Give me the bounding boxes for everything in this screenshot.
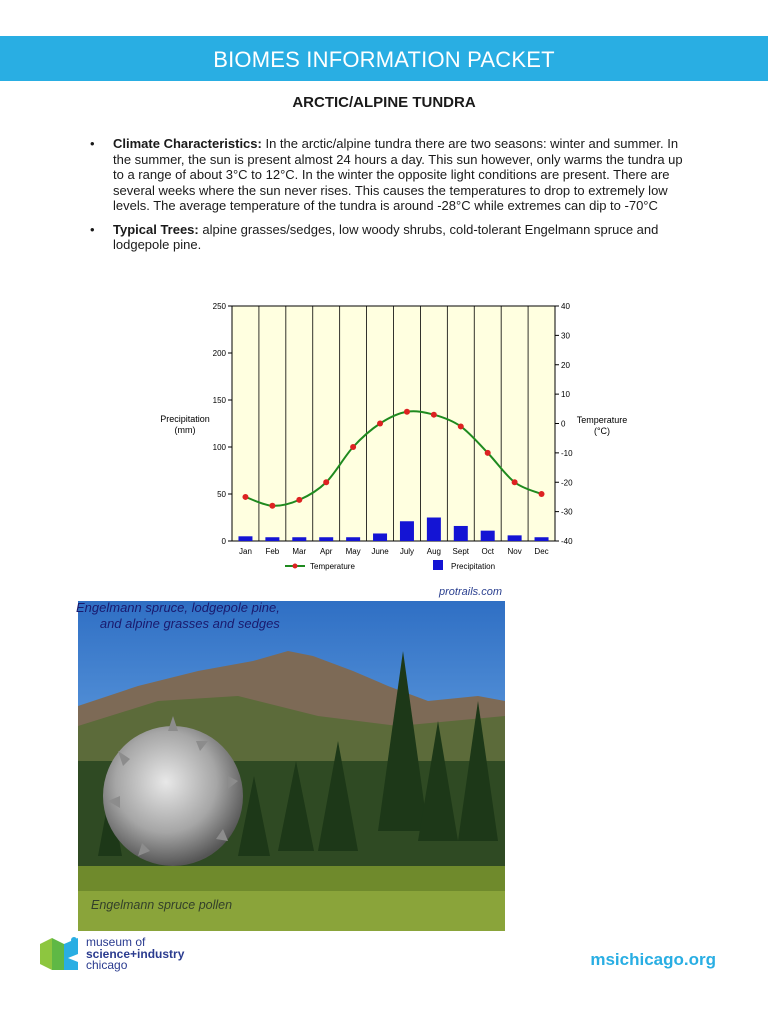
temperature-point bbox=[431, 412, 437, 418]
x-tick-label: May bbox=[345, 547, 361, 556]
precipitation-bar bbox=[454, 526, 468, 541]
packet-banner bbox=[0, 36, 768, 81]
left-tick-label: 0 bbox=[221, 537, 226, 546]
tundra-photo bbox=[78, 601, 505, 931]
precipitation-bar bbox=[373, 533, 387, 541]
precipitation-bar bbox=[346, 537, 360, 541]
left-axis-label-1: Precipitation bbox=[160, 414, 210, 424]
image-credit: protrails.com bbox=[439, 586, 502, 598]
legend-temperature: Temperature bbox=[310, 562, 355, 571]
trees-label: Typical Trees: bbox=[113, 221, 199, 237]
left-tick-label: 200 bbox=[212, 349, 226, 358]
logo-line1: museum of bbox=[86, 935, 146, 949]
climate-text: In the arctic/alpine tundra there are two seasons: winter and summer. In the summer, the sun is present almost 24 hours a day. This sun however, only warms the tundra up to a range of about 3°C to 12°C. In the winter the opposite light conditions are present. There are several weeks where the sun never rises. This causes the temperatures to drop to extremely low levels. The average temperature of the tundra is around -28°C while extremes can dip to -70°C bbox=[113, 136, 683, 213]
temperature-point bbox=[404, 409, 410, 415]
precipitation-bar bbox=[319, 537, 333, 541]
right-tick-label: -40 bbox=[561, 537, 573, 546]
bullet-trees bbox=[90, 222, 690, 253]
x-tick-label: Oct bbox=[481, 547, 494, 556]
right-tick-label: 10 bbox=[561, 390, 570, 400]
x-tick-label: Apr bbox=[319, 547, 333, 556]
x-tick-label: Sept bbox=[452, 547, 470, 556]
temperature-point bbox=[350, 444, 356, 450]
temperature-point bbox=[242, 494, 248, 500]
x-tick-label: Nov bbox=[507, 547, 522, 556]
photo-caption-top bbox=[76, 600, 280, 632]
photo-caption-line2: and alpine grasses and sedges bbox=[99, 616, 280, 631]
pollen-grain bbox=[103, 726, 243, 866]
temperature-point bbox=[377, 421, 383, 427]
precipitation-bar bbox=[238, 536, 252, 541]
logo-line3: chicago bbox=[86, 958, 128, 972]
temperature-point bbox=[296, 497, 302, 503]
right-tick-label: 20 bbox=[561, 360, 570, 370]
legend-precipitation: Precipitation bbox=[451, 562, 496, 571]
msi-logo-wordmark bbox=[86, 937, 184, 972]
right-tick-label: 30 bbox=[561, 331, 570, 341]
logo-line2: science+industry bbox=[86, 946, 185, 961]
precipitation-bar bbox=[400, 521, 414, 541]
precipitation-bar bbox=[535, 537, 549, 541]
right-tick-label: 40 bbox=[561, 302, 570, 311]
temperature-point bbox=[269, 503, 275, 509]
mountain-forest-image bbox=[78, 601, 505, 931]
photo-caption-bottom: Engelmann spruce pollen bbox=[91, 898, 233, 912]
left-axis-label-2: (mm) bbox=[174, 425, 196, 435]
left-tick-label: 50 bbox=[217, 490, 226, 499]
msi-logo-icon bbox=[38, 934, 82, 974]
x-tick-label: Dec bbox=[534, 547, 549, 556]
climate-label: Climate Characteristics: bbox=[113, 136, 262, 151]
temperature-point bbox=[539, 491, 545, 497]
temperature-point bbox=[458, 423, 464, 429]
right-tick-label: 0 bbox=[561, 419, 566, 429]
precipitation-bar bbox=[481, 531, 495, 541]
x-tick-label: July bbox=[399, 547, 415, 556]
section-title: ARCTIC/ALPINE TUNDRA bbox=[292, 94, 476, 111]
temperature-point bbox=[485, 450, 491, 456]
banner-title: BIOMES INFORMATION PACKET bbox=[213, 47, 555, 72]
legend-bar-swatch bbox=[433, 560, 443, 570]
right-tick-label: -10 bbox=[561, 448, 573, 458]
temperature-point bbox=[512, 479, 518, 485]
right-axis-label-1: Temperature bbox=[576, 415, 628, 425]
bullet-climate bbox=[90, 136, 690, 214]
bullet-dot: • bbox=[90, 136, 95, 151]
x-tick-label: June bbox=[371, 547, 389, 556]
left-tick-label: 150 bbox=[212, 396, 226, 405]
precipitation-bar bbox=[508, 535, 522, 541]
photo-caption-line1: Engelmann spruce, lodgepole pine, bbox=[76, 600, 280, 615]
x-tick-label: Aug bbox=[426, 547, 441, 556]
right-tick-label: -20 bbox=[561, 478, 573, 488]
left-tick-label: 250 bbox=[212, 302, 226, 311]
legend-line-marker bbox=[293, 564, 298, 569]
bullet-list bbox=[90, 136, 690, 261]
precipitation-bar bbox=[292, 537, 306, 541]
bullet-dot: • bbox=[90, 221, 95, 237]
x-tick-label: Feb bbox=[265, 547, 280, 556]
left-tick-label: 100 bbox=[212, 443, 226, 452]
x-tick-label: Jan bbox=[239, 547, 252, 556]
precipitation-bar bbox=[427, 518, 441, 542]
right-axis-label-2: (°C) bbox=[593, 426, 611, 436]
precipitation-bar bbox=[265, 537, 279, 541]
climate-chart bbox=[0, 292, 768, 584]
x-tick-label: Mar bbox=[292, 547, 307, 556]
right-tick-label: -30 bbox=[561, 507, 573, 517]
website-link[interactable]: msichicago.org bbox=[590, 950, 716, 969]
trees-text: alpine grasses/sedges, low woody shrubs, cold-tolerant Engelmann spruce and lodgepole pine. bbox=[113, 221, 659, 252]
temperature-point bbox=[323, 479, 329, 485]
